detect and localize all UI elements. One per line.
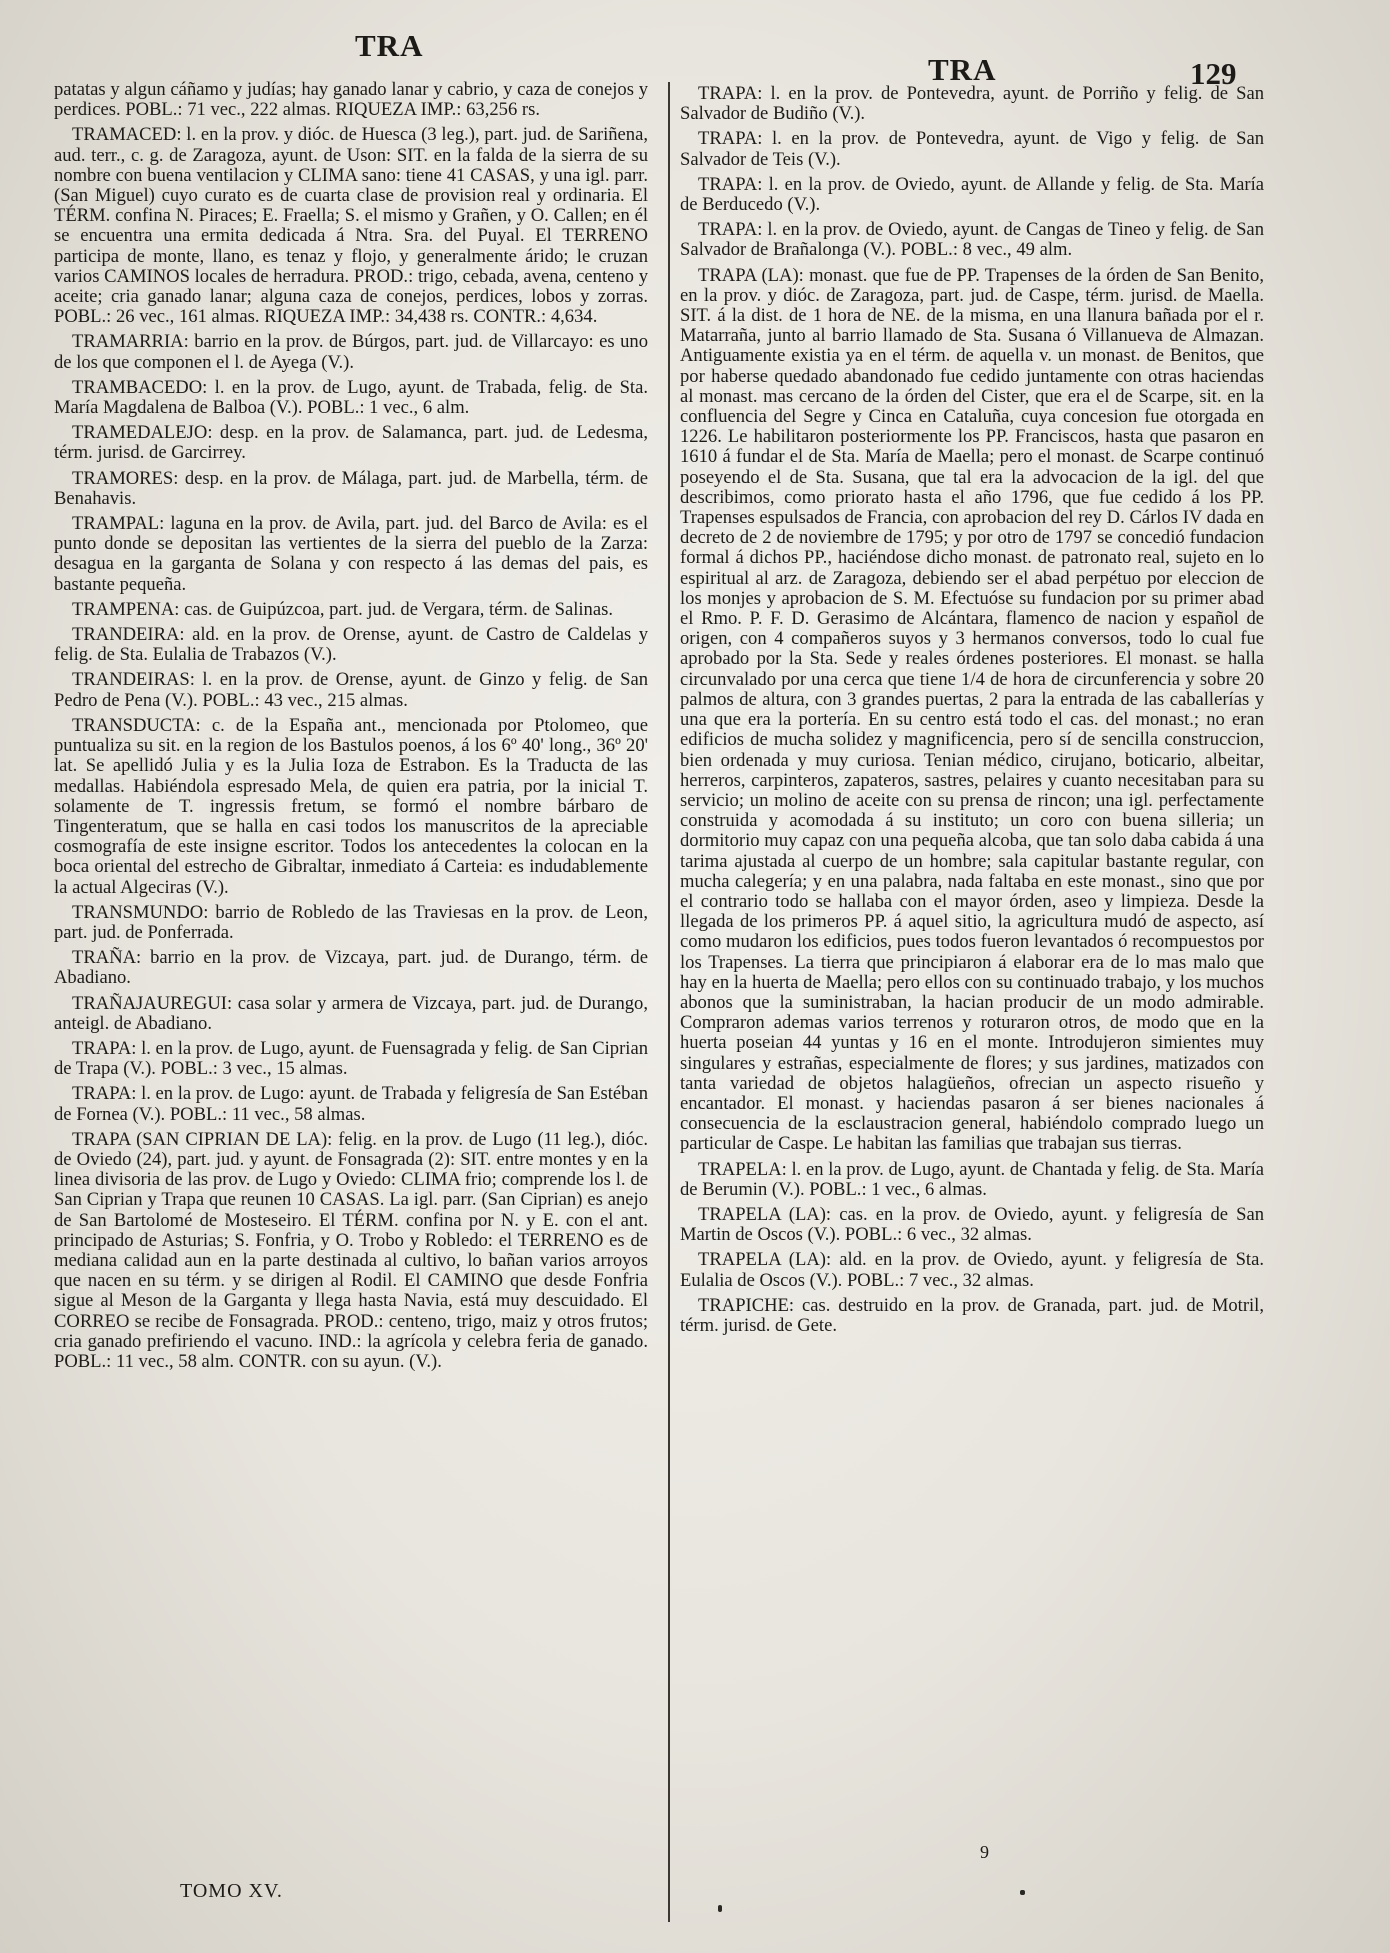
- ink-speck: [1020, 1890, 1025, 1895]
- entry-trapa-trabada: TRAPA: l. en la prov. de Lugo: ayunt. de Trabada y feligresía de San Estéban de Fornea (V.). POBL.: 11 vec., 58 almas.: [54, 1083, 648, 1125]
- entry-trana: TRAÑA: barrio en la prov. de Vizcaya, part. jud. de Durango, térm. de Abadiano.: [54, 947, 648, 989]
- running-header-right: TRA: [928, 52, 997, 87]
- ink-speck: [718, 1905, 722, 1912]
- entry-text: patatas y algun cáñamo y judías; hay ganado lanar y cabrio, y caza de conejos y perdices. POBL.: 71 vec., 222 almas. RIQUEZA IMP.: 63,256 rs.: [54, 79, 648, 121]
- entry-trapa-san-ciprian: TRAPA (SAN CIPRIAN DE LA): felig. en la prov. de Lugo (11 leg.), dióc. de Oviedo (24), part. jud. y ayunt. de Fonsagrada (2): SIT. entre montes y en la linea divisoria de las prov. de Lugo y Oviedo: CLIMA frio; comprende los l. de San Ciprian y Trapa que reunen 10 CASAS. La igl. parr. (San Ciprian) es anejo de San Bartolomé de Mosteseiro. El TÉRM. confina por N. y E. con el ant. principado de Asturias; S. Fonfria, y O. Trobo y Robledo: el TERRENO es de mediana calidad aun en la parte destinada al cultivo, lo bañan varios arroyos que nacen en su térm. y se dirigen al Rodil. El CAMINO que desde Fonfria sigue al Meson de la Garganta y llega hasta Navia, está muy descuidado. El CORREO se recibe de Fonsagrada. PROD.: centeno, trigo, maiz y otros frutos; cria ganado prefiriendo el vacuno. IND.: la agrícola y celebra feria de ganado. POBL.: 11 vec., 58 alm. CONTR. con su ayun. (V.).: [54, 1128, 648, 1372]
- entry-trapa-la-monast: TRAPA (LA): monast. que fue de PP. Trapenses de la órden de San Benito, en la prov. y dióc. de Zaragoza, part. jud. de Caspe, térm. jurisd. de Maella. SIT. á la dist. de 1 hora de NE. de la misma, en una llanura bañada por el r. Matarraña, junto al barrio llamado de Sta. Susana ó Villanueva de Almazan. Antiguamente existia ya en el térm. de aquella v. un monast. de Benitos, que por haberse quedado abandonado fue cedido juntamente con otras haciendas al monast. mas cercano de la órden del Cister, que era el de Scarpe, sit. en la confluencia del Segre y Cinca en Cataluña, cuya concesion fue otorgada en 1226. Le habilitaron posteriormente los PP. Franciscos, hasta que pasaron en 1610 á fundar el de Sta. María de Maella; pero el monast. de Scarpe continuó poseyendo el de Sta. Susana, que tal era la advocacion de la igl. del que describimos, como priorato hasta el año 1796, que fue cedido á los PP. Trapenses espulsados de Francia, con aprobacion del rey D. Cárlos IV dada en decreto de 2 de noviembre de 1795; y por otro de 1797 se concedió fundacion formal á dichos PP., haciéndose dicho monast. de patronato real, sujeto en lo espiritual al arz. de Zaragoza, debiendo ser el abad perpétuo por eleccion de los monjes y aprobacion de S. M. Efectuóse su fundacion por su primer abad el Rmo. P. F. D. Gerasimo de Alcántara, flamenco de nacion y español de origen, con 4 compañeros suyos y 3 hermanos conversos, todo lo cual fue aprobado por la Sta. Sede y reales órdenes posteriores. El monast. se halla circunvalado por una cerca que tiene 1/4 de hora de circunferencia y sobre 20 palmos de altura, con 3 grandes puertas, 2 para la entrada de las caballerías y una que era la portería. En su centro está todo el cas. del monast.; no eran edificios de mucha solidez y magnificencia, pero sí de sencilla construccion, bien ordenada y muy curiosa. Tenian médico, cirujano, boticario, albeitar, herreros, carpinteros, zapateros, sastres, pelaires y cuanto necesitaban para su servicio; un molino de aceite con su prensa de rincon; una igl. perfectamente construida y acomodada á su instituto; un coro con buena silleria; un dormitorio muy capaz con una pequeña alcoba, que tan solo daba cabida á una tarima ajustada al cuerpo de un hombre; sala capitular bastante regular, con mucha calegería; y en una palabra, nada faltaba en este monast., sino que por el contrario todo se hallaba con el mayor órden, aseo y limpieza. Desde la llegada de los primeros PP. á aquel sitio, la agricultura mudó de aspecto, así como mudaron los edificios, pues todos fueron levantados ó recompuestos por los Trapenses. La tierra que principiaron á elaborar era de lo mas malo que hay en la huerta de Maella; pero ellos con su continuado trabajo, y los muchos abonos que la suministraban, la hacian producir de un modo admirable. Compraron ademas varios terrenos y roturaron otros, de modo que en la huerta poseian 44 yuntas y 16 en el monte. Introdujeron simientes muy singulares y estrañas, especialmente de flores; y sus jardines, matizados con tanta variedad de objetos halagüeños, ofrecian un aspecto risueño y encantador. El monast. y haciendas pasaron á ser bienes nacionales á consecuencia de la esclaustracion general, habiéndolo comprado luego un particular de Caspe. Le habitan las familias que trabajan sus tierras.: [680, 264, 1264, 1155]
- entry-trambacedo: TRAMBACEDO: l. en la prov. de Lugo, ayunt. de Trabada, felig. de Sta. María Magdalena de Balboa (V.). POBL.: 1 vec., 6 alm.: [54, 376, 648, 419]
- entry-transmundo: TRANSMUNDO: barrio de Robledo de las Traviesas en la prov. de Leon, part. jud. de Ponferrada.: [54, 901, 648, 943]
- entry-tramarria: TRAMARRIA: barrio en la prov. de Búrgos, part. jud. de Villarcayo: es uno de los que componen el l. de Ayega (V.).: [54, 331, 648, 373]
- entry-trapa-cangas: TRAPA: l. en la prov. de Oviedo, ayunt. de Cangas de Tineo y felig. de San Salvador de Brañalonga (V.). POBL.: 8 vec., 49 alm.: [680, 219, 1264, 261]
- entry-tramedalejo: TRAMEDALEJO: desp. en la prov. de Salamanca, part. jud. de Ledesma, térm. jurisd. de Garcirrey.: [54, 422, 648, 464]
- entry-tramaced: TRAMACED: l. en la prov. y dióc. de Huesca (3 leg.), part. jud. de Sariñena, aud. terr., c. g. de Zaragoza, ayunt. de Uson: SIT. en la falda de la sierra de su nombre con buena ventilacion y CLIMA sano: tiene 41 CASAS, y una igl. parr. (San Miguel) cuyo curato es de cuarta clase de provision real y ordinaria. El TÉRM. confina N. Piraces; E. Fraella; S. el mismo y Grañen, y O. Callen; en él se encuentra una ermita dedicada á Ntra. Sra. del Puyal. El TERRENO participa de monte, llano, es tenaz y flojo, y generalmente árido; le cruzan varios CAMINOS locales de herradura. PROD.: trigo, cebada, avena, centeno y aceite; cria ganado lanar; alguna caza de conejos, perdices, lobos y zorras. POBL.: 26 vec., 161 almas. RIQUEZA IMP.: 34,438 rs. CONTR.: 4,634.: [54, 124, 648, 328]
- entry-trapa-fuensagrada: TRAPA: l. en la prov. de Lugo, ayunt. de Fuensagrada y felig. de San Ciprian de Trapa (V.). POBL.: 3 vec., 15 almas.: [54, 1037, 648, 1080]
- running-header-left: TRA: [355, 28, 424, 63]
- column-divider: [668, 82, 670, 1922]
- entry-tramores: TRAMORES: desp. en la prov. de Málaga, part. jud. de Marbella, térm. de Benahavis.: [54, 467, 648, 509]
- entry-trapa-vigo: TRAPA: l. en la prov. de Pontevedra, ayunt. de Vigo y felig. de San Salvador de Teis (V.).: [680, 128, 1264, 170]
- entry-trapa-allande: TRAPA: l. en la prov. de Oviedo, ayunt. de Allande y felig. de Sta. María de Berducedo (V.).: [680, 173, 1264, 216]
- entry-trapa-porrino: TRAPA: l. en la prov. de Pontevedra, ayunt. de Porriño y felig. de San Salvador de Budiño (V.).: [680, 83, 1264, 125]
- entry-trapela-chantada: TRAPELA: l. en la prov. de Lugo, ayunt. de Chantada y felig. de Sta. María de Berumin (V.). POBL.: 1 vec., 6 almas.: [680, 1158, 1264, 1200]
- entry-trapela-san-martin: TRAPELA (LA): cas. en la prov. de Oviedo, ayunt. y feligresía de San Martin de Oscos (V.). POBL.: 6 vec., 32 almas.: [680, 1203, 1264, 1246]
- entry-trampal: TRAMPAL: laguna en la prov. de Avila, part. jud. del Barco de Avila: es el punto donde se depositan las vertientes de la sierra del pueblo de la Zarza: desagua en la garganta de Solana y con respecto á las demas del pais, es bastante pequeña.: [54, 513, 648, 595]
- entry-trapela-sta-eulalia: TRAPELA (LA): ald. en la prov. de Oviedo, ayunt. y feligresía de Sta. Eulalia de Oscos (V.). POBL.: 7 vec., 32 almas.: [680, 1249, 1264, 1291]
- entry-trapiche: TRAPICHE: cas. destruido en la prov. de Granada, part. jud. de Motril, térm. jurisd. de Gete.: [680, 1294, 1264, 1336]
- entry-trampena: TRAMPENA: cas. de Guipúzcoa, part. jud. de Vergara, térm. de Salinas.: [72, 598, 613, 620]
- volume-label: TOMO XV.: [180, 1880, 283, 1902]
- entry-trandeiras: TRANDEIRAS: l. en la prov. de Orense, ayunt. de Ginzo y felig. de San Pedro de Pena (V.). POBL.: 43 vec., 215 almas.: [54, 669, 648, 711]
- page-number: 129: [1190, 56, 1237, 91]
- right-column: [680, 84, 1264, 1341]
- signature-mark: 9: [980, 1842, 989, 1862]
- entry-trandeira: TRANDEIRA: ald. en la prov. de Orense, ayunt. de Castro de Caldelas y felig. de Sta. Eulalia de Trabazos (V.).: [54, 624, 648, 666]
- entry-transducta: TRANSDUCTA: c. de la España ant., mencionada por Ptolomeo, que puntualiza su sit. en la region de los Bastulos poenos, á los 6º 40' long., 36º 20' lat. Se apellidó Julia y es la Julia Ioza de Estrabon. Es la Traducta de las medallas. Habiéndola espresado Mela, de quien era patria, por la inicial T. solamente de T. ingressis fretum, se formó el nombre bárbaro de Tingenteratum, que se halla en casi todos los manuscritos de la apreciable cosmografía de este insigne escritor. Todos los antecedentes la colocan en la boca oriental del estrecho de Gibraltar, inmediato á Carteia: es indudablemente la actual Algeciras (V.).: [54, 714, 648, 898]
- left-column: [54, 80, 648, 1377]
- entry-tranajauregui: TRAÑAJAUREGUI: casa solar y armera de Vizcaya, part. jud. de Durango, anteigl. de Abadiano.: [54, 992, 648, 1034]
